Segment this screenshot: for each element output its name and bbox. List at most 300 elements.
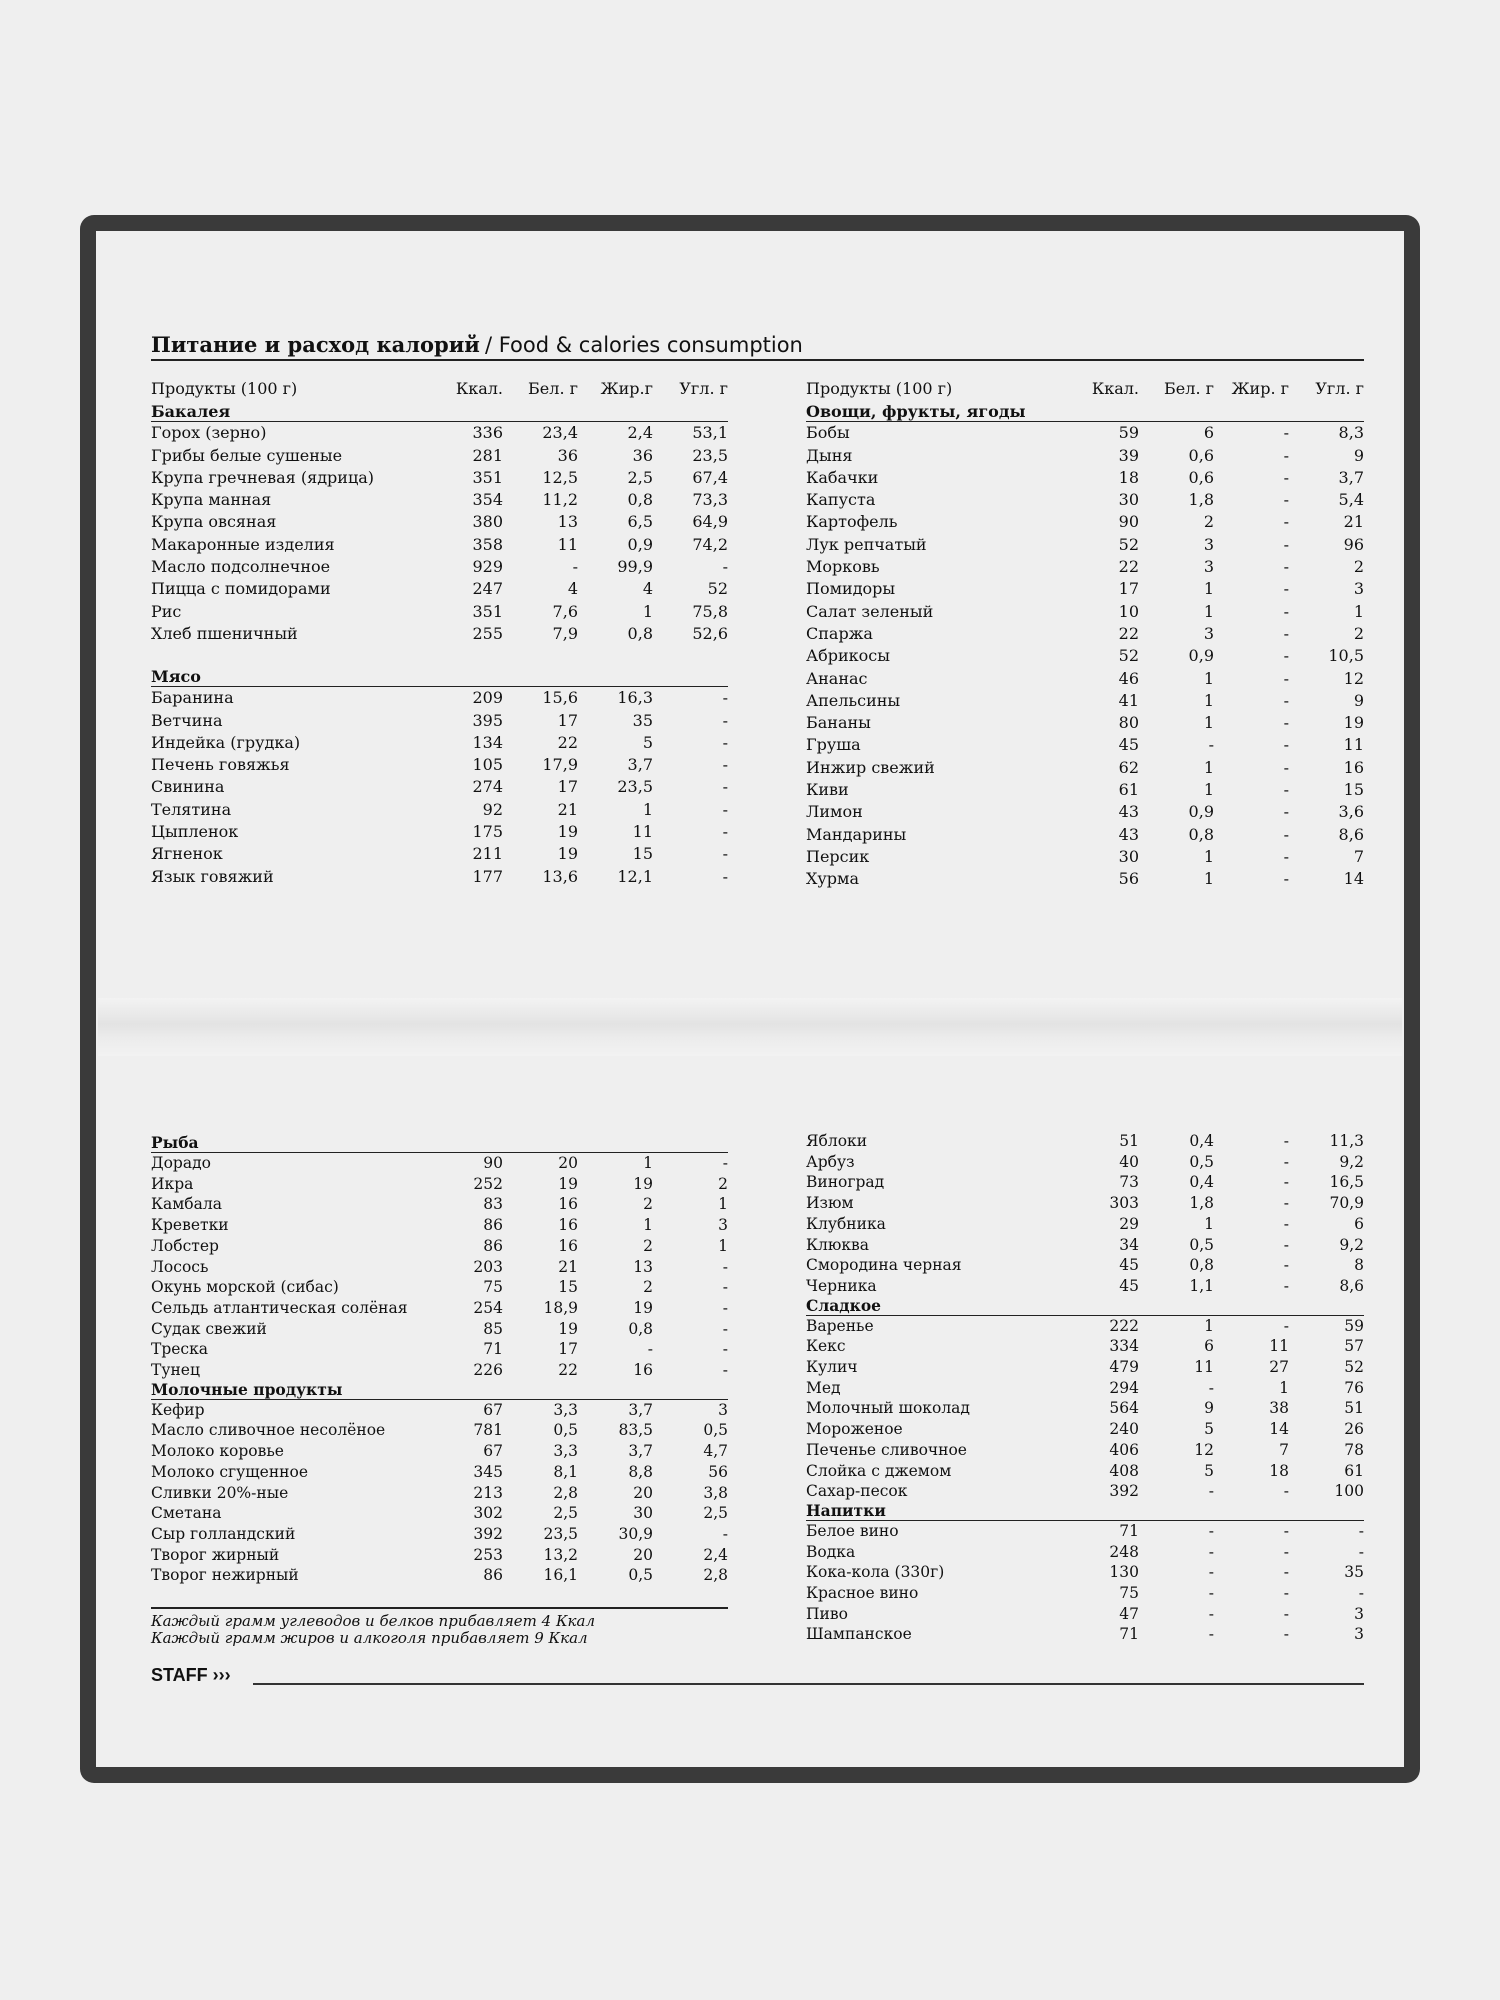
product-name: Яблоки [806,1132,868,1150]
table-row [806,556,1364,578]
value-cell: 86 [483,1216,503,1235]
value-cell: 83,5 [618,1421,653,1440]
value-cell: 1 [642,601,653,621]
product-name: Грибы белые сушеные [151,445,343,465]
value-cell: 75 [483,1278,503,1297]
value-cell: 16,5 [1329,1173,1364,1192]
value-cell: 3 [718,1400,728,1419]
value-cell: - [1208,735,1214,755]
value-cell: 2 [1203,512,1214,532]
value-cell: 2,8 [703,1566,728,1585]
value-cell: 23,5 [543,1524,578,1543]
table-row [151,799,728,821]
value-cell: 9 [1353,445,1364,465]
product-name: Бананы [806,713,871,733]
value-cell: - [722,844,728,864]
value-cell: 36 [632,445,653,465]
table-row [806,467,1364,489]
product-name: Крупа манная [151,490,272,510]
value-cell: 209 [472,688,503,708]
table-row [806,1604,1364,1625]
value-cell: 12 [1343,668,1364,688]
product-name: Хурма [806,869,860,889]
value-cell: - [1283,1584,1289,1603]
value-cell: 11,2 [542,490,578,510]
table-row [806,1131,1364,1152]
product-name: Лобстер [151,1236,219,1255]
value-cell: - [647,1340,653,1359]
value-cell: - [1283,512,1289,532]
column-headers: Продукты (100 г) Ккал. Бел. г Жир.г Угл. г [151,379,728,398]
value-cell: - [1283,824,1289,844]
value-cell: 29 [1119,1214,1139,1233]
value-cell: - [722,1524,728,1543]
value-cell: 11 [1343,735,1364,755]
product-name: Шампанское [806,1625,912,1644]
value-cell: - [1283,423,1289,443]
value-cell: 1 [1204,1316,1214,1335]
product-name: Макаронные изделия [151,534,335,554]
section-heading: Мясо [151,667,728,687]
value-cell: 130 [1109,1563,1139,1582]
product-name: Горох (зерно) [151,423,267,443]
value-cell: - [1283,1521,1289,1540]
value-cell: 15 [632,844,653,864]
table-row [806,1583,1364,1604]
section-heading: Овощи, фрукты, ягоды [806,402,1364,422]
page-title [151,332,1364,361]
value-cell: 12,5 [542,467,578,487]
value-cell: 0,8 [1188,824,1214,844]
value-cell: 23,5 [617,777,653,797]
value-cell: 479 [1109,1358,1139,1377]
value-cell: 3 [1353,579,1364,599]
product-name: Пицца с помидорами [151,579,331,599]
value-cell: - [1283,1235,1289,1254]
value-cell: 2,5 [703,1504,728,1523]
value-cell: - [1283,490,1289,510]
product-name: Кулич [806,1358,858,1377]
product-name: Сельдь атлантическая солёная [151,1298,408,1317]
value-cell: 1 [1203,690,1214,710]
table-row [806,1542,1364,1563]
value-cell: 62 [1118,757,1139,777]
table-row [806,1521,1364,1542]
value-cell: 392 [1109,1482,1139,1501]
value-cell: 7,9 [552,623,578,643]
product-name: Творог нежирный [151,1566,299,1585]
value-cell: 22 [1118,623,1139,643]
value-cell: 7 [1279,1440,1289,1459]
product-name: Икра [151,1174,194,1193]
value-cell: 0,9 [1188,646,1214,666]
value-cell: - [1283,1214,1289,1233]
section-heading: Рыба [151,1134,728,1153]
product-name: Груша [806,735,861,755]
value-cell: - [1283,1194,1289,1213]
value-cell: - [722,732,728,752]
product-name: Морковь [806,557,880,577]
value-cell: - [1283,1276,1289,1295]
table-row [151,489,728,511]
value-cell: 75,8 [692,601,728,621]
value-cell: - [722,1298,728,1317]
value-cell: 16 [1343,757,1364,777]
product-name: Печенье сливочное [806,1440,967,1459]
value-cell: 294 [1109,1378,1139,1397]
value-cell: 30 [1118,846,1139,866]
product-name: Киви [806,780,849,800]
value-cell: 11 [632,822,653,842]
table-row [151,1298,728,1319]
value-cell: 86 [483,1236,503,1255]
value-cell: - [722,1278,728,1297]
value-cell: 15 [1343,780,1364,800]
value-cell: 57 [1344,1337,1364,1356]
table-row [151,732,728,754]
value-cell: 781 [473,1421,503,1440]
product-name: Абрикосы [806,646,890,666]
value-cell: 52 [707,579,728,599]
section-heading: Молочные продукты [151,1381,728,1400]
value-cell: 254 [473,1298,503,1317]
value-cell: 41 [1118,690,1139,710]
table-row [806,1214,1364,1235]
value-cell: 18 [1118,467,1139,487]
value-cell: 20 [633,1483,653,1502]
table-row [151,601,728,623]
table-row [151,687,728,709]
table-row [151,1257,728,1278]
value-cell: 303 [1109,1194,1139,1213]
table-row [151,1441,728,1462]
value-cell: 12,1 [617,866,653,886]
value-cell: 0,4 [1189,1173,1214,1192]
value-cell: 15 [558,1278,578,1297]
value-cell: 36 [557,445,578,465]
table-row [151,754,728,776]
value-cell: 11 [1269,1337,1289,1356]
table-row [806,1419,1364,1440]
product-name: Баранина [151,688,234,708]
table-bottom-right [806,1131,1364,1645]
product-name: Клубника [806,1214,886,1233]
value-cell: 395 [472,710,503,730]
value-cell: 358 [472,534,503,554]
value-cell: 51 [1344,1399,1364,1418]
value-cell: 2 [643,1236,653,1255]
table-bottom-left [151,1134,728,1586]
table-row [806,601,1364,623]
value-cell: 17 [558,1340,578,1359]
value-cell: 67 [483,1442,503,1461]
value-cell: 30 [633,1504,653,1523]
note-fats-alcohol: Каждый грамм жиров и алкоголя прибавляет 9 Ккал [151,1629,588,1647]
product-name: Сыр голландский [151,1524,296,1543]
value-cell: 4 [567,579,578,599]
table-row [806,1193,1364,1214]
value-cell: 7,6 [552,601,578,621]
table-row [806,668,1364,690]
table-row [151,1277,728,1298]
value-cell: 3,7 [627,755,653,775]
value-cell: 2,4 [703,1545,728,1564]
table-row [806,801,1364,823]
title-ru: Питание и расход калорий [151,332,480,357]
value-cell: - [1283,668,1289,688]
value-cell: 334 [1109,1337,1139,1356]
value-cell: 18 [1269,1461,1289,1480]
table-row [151,1194,728,1215]
value-cell: 9,2 [1339,1152,1364,1171]
value-cell: - [1283,579,1289,599]
value-cell: 9,2 [1339,1235,1364,1254]
value-cell: 253 [473,1545,503,1564]
column-headers: Продукты (100 г) Ккал. Бел. г Жир. г Угл. г [806,379,1364,398]
table-row [806,757,1364,779]
product-name: Креветки [151,1216,229,1235]
value-cell: - [1283,646,1289,666]
value-cell: 1 [1203,846,1214,866]
value-cell: 85 [483,1319,503,1338]
value-cell: 3 [1203,534,1214,554]
product-name: Язык говяжий [151,866,274,886]
product-name: Апельсины [806,690,901,710]
value-cell: 408 [1109,1461,1139,1480]
value-cell: 406 [1109,1440,1139,1459]
table-top-left [151,378,728,888]
value-cell: 47 [1119,1604,1139,1623]
value-cell: 16 [558,1216,578,1235]
value-cell: 929 [472,557,503,577]
value-cell: 71 [1119,1625,1139,1644]
value-cell: 21 [1343,512,1364,532]
table-row [151,776,728,798]
value-cell: - [1283,1604,1289,1623]
value-cell: - [722,1257,728,1276]
value-cell: 203 [473,1257,503,1276]
value-cell: 5,4 [1338,490,1364,510]
value-cell: 17,9 [542,755,578,775]
value-cell: 92 [482,799,503,819]
value-cell: 51 [1119,1132,1139,1150]
value-cell: 78 [1344,1440,1364,1459]
value-cell: 3,8 [703,1483,728,1502]
product-name: Мандарины [806,824,907,844]
value-cell: 6 [1204,1337,1214,1356]
value-cell: 12 [1194,1440,1214,1459]
table-row [806,1255,1364,1276]
section-heading: Напитки [806,1502,1364,1521]
table-row [806,645,1364,667]
table-row [151,1483,728,1504]
product-name: Картофель [806,512,898,532]
value-cell: 19 [1343,713,1364,733]
value-cell: 255 [472,623,503,643]
product-name: Кабачки [806,467,879,487]
value-cell: 52,6 [692,623,728,643]
value-cell: 0,5 [703,1421,728,1440]
table-row [151,1339,728,1360]
product-name: Молоко сгущенное [151,1462,308,1481]
product-name: Белое вино [806,1521,899,1540]
value-cell: 17 [557,777,578,797]
value-cell: 6 [1203,423,1214,443]
value-cell: 1 [1203,601,1214,621]
product-name: Индейка (грудка) [151,732,301,752]
value-cell: 86 [483,1566,503,1585]
value-cell: - [1283,467,1289,487]
table-row [806,445,1364,467]
value-cell: 34 [1119,1235,1139,1254]
table-row [806,712,1364,734]
value-cell: 351 [472,601,503,621]
value-cell: 56 [1118,869,1139,889]
table-row [806,1357,1364,1378]
value-cell: 3 [1203,557,1214,577]
value-cell: 67,4 [692,467,728,487]
product-name: Масло сливочное несолёное [151,1421,386,1440]
product-name: Дорадо [151,1154,211,1172]
table-row [151,511,728,533]
value-cell: 80 [1118,713,1139,733]
product-name: Молоко коровье [151,1442,284,1461]
value-cell: 16 [558,1236,578,1255]
value-cell: 3,3 [553,1442,578,1461]
value-cell: 22 [557,732,578,752]
value-cell: 0,4 [1189,1132,1214,1150]
value-cell: - [1283,846,1289,866]
value-cell: - [1283,445,1289,465]
value-cell: 17 [1118,579,1139,599]
value-cell: 1 [718,1195,728,1214]
value-cell: 71 [1119,1521,1139,1540]
table-row [806,1481,1364,1502]
value-cell: 16 [633,1361,653,1380]
value-cell: 1,8 [1189,1194,1214,1213]
table-row [151,1565,728,1586]
product-name: Арбуз [806,1152,855,1171]
value-cell: 59 [1344,1316,1364,1335]
value-cell: - [722,688,728,708]
value-cell: 0,6 [1188,467,1214,487]
product-name: Свинина [151,777,225,797]
value-cell: - [1208,1625,1214,1644]
value-cell: 302 [473,1504,503,1523]
product-name: Тунец [151,1361,200,1380]
product-name: Печень говяжья [151,755,290,775]
value-cell: 211 [472,844,503,864]
value-cell: 21 [558,1257,578,1276]
value-cell: 7 [1353,846,1364,866]
value-cell: 22 [1118,557,1139,577]
value-cell: 0,6 [1188,445,1214,465]
product-name: Смородина черная [806,1256,962,1275]
product-name: Водка [806,1542,856,1561]
table-row [151,623,728,645]
value-cell: 4,7 [703,1442,728,1461]
value-cell: 0,8 [628,1319,653,1338]
value-cell: 23,4 [542,423,578,443]
value-cell: - [722,557,728,577]
value-cell: 0,8 [627,490,653,510]
bottom-rule [253,1683,1364,1685]
value-cell: 0,5 [1189,1235,1214,1254]
value-cell: 14 [1269,1420,1289,1439]
value-cell: - [1283,690,1289,710]
value-cell: 90 [483,1154,503,1172]
value-cell: 1 [643,1216,653,1235]
value-cell: 2 [718,1174,728,1193]
table-row [806,422,1364,444]
value-cell: - [1283,601,1289,621]
value-cell: 61 [1118,780,1139,800]
value-cell: 248 [1109,1542,1139,1561]
value-cell: 19 [558,1174,578,1193]
value-cell: - [1283,1256,1289,1275]
table-row [806,578,1364,600]
table-row [806,623,1364,645]
value-cell: 23,5 [692,445,728,465]
value-cell: - [1208,1563,1214,1582]
value-cell: 354 [472,490,503,510]
product-name: Сливки 20%-ные [151,1483,289,1502]
value-cell: - [1283,735,1289,755]
value-cell: - [722,710,728,730]
value-cell: 59 [1118,423,1139,443]
product-name: Сметана [151,1504,222,1523]
value-cell: 99,9 [617,557,653,577]
value-cell: - [1283,713,1289,733]
product-name: Лимон [806,802,863,822]
product-name: Масло подсолнечное [151,557,331,577]
value-cell: 1 [643,1154,653,1172]
value-cell: 70,9 [1329,1194,1364,1213]
value-cell: 4 [642,579,653,599]
value-cell: - [1358,1542,1364,1561]
value-cell: 71 [483,1340,503,1359]
table-row [151,843,728,865]
value-cell: - [572,557,578,577]
value-cell: 16,3 [617,688,653,708]
product-name: Сахар-песок [806,1482,908,1501]
product-name: Лосось [151,1257,209,1276]
product-name: Судак свежий [151,1319,267,1338]
value-cell: 5 [642,732,653,752]
table-row [151,1545,728,1566]
value-cell: 2,5 [627,467,653,487]
table-row [151,1319,728,1340]
title-en: / Food & calories consumption [484,333,803,357]
value-cell: 564 [1109,1399,1139,1418]
table-row [806,1172,1364,1193]
table-row [806,846,1364,868]
product-name: Рис [151,601,182,621]
value-cell: - [1283,869,1289,889]
value-cell: - [1283,623,1289,643]
product-name: Цыпленок [151,822,239,842]
product-name: Мороженое [806,1420,903,1439]
value-cell: 17 [557,710,578,730]
product-name: Изюм [806,1194,854,1213]
value-cell: 8,6 [1338,824,1364,844]
table-row [151,1524,728,1545]
value-cell: 281 [472,445,503,465]
value-cell: 53,1 [692,423,728,443]
value-cell: 11 [1194,1358,1214,1377]
product-name: Молочный шоколад [806,1399,970,1418]
value-cell: - [1283,780,1289,800]
